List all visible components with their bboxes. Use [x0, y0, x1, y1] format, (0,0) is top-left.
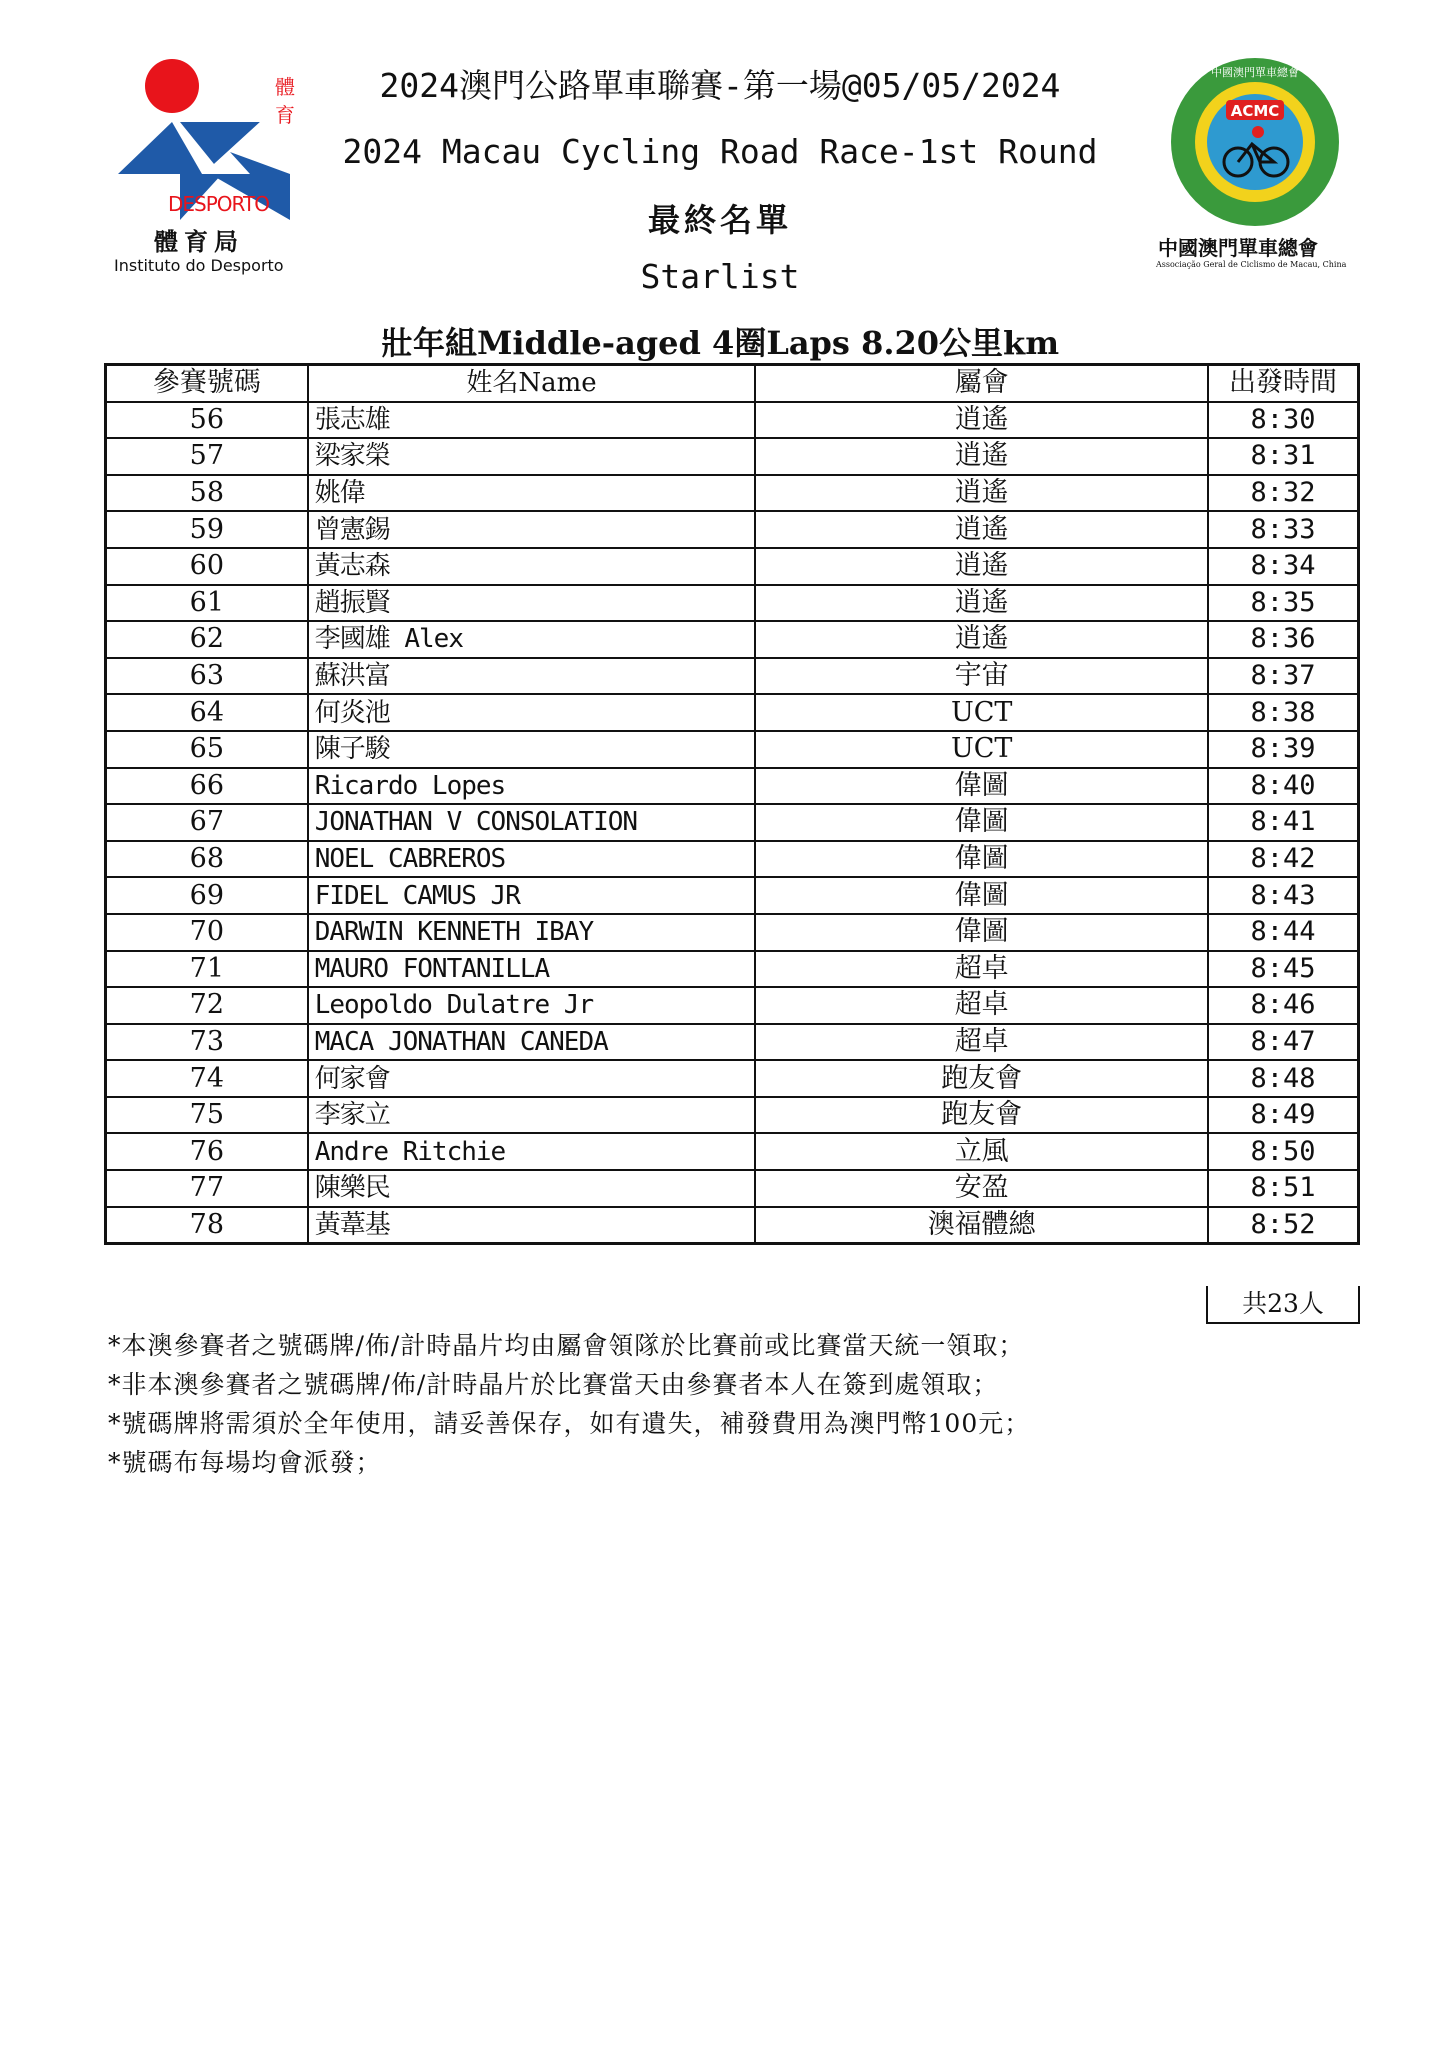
bib-number: 69	[106, 877, 308, 914]
table-row	[106, 731, 1359, 768]
rider-name: MACA JONATHAN CANEDA	[308, 1024, 756, 1061]
start-time: 8:40	[1208, 768, 1358, 805]
table-row	[106, 1207, 1359, 1244]
title-zh: 2024澳門公路單車聯賽-第一場@05/05/2024	[379, 66, 1061, 105]
document-header	[0, 0, 1448, 330]
rider-name: 趙振賢	[308, 585, 756, 622]
rider-club: 逍遙	[755, 585, 1208, 622]
rider-club: 逍遙	[755, 511, 1208, 548]
start-time: 8:39	[1208, 731, 1358, 768]
rider-club: 澳福體總	[755, 1207, 1208, 1244]
bib-number: 63	[106, 658, 308, 695]
table-row	[106, 1097, 1359, 1134]
rider-club: UCT	[755, 694, 1208, 731]
rider-club: 跑友會	[755, 1097, 1208, 1134]
acmc-logo	[1140, 52, 1370, 282]
start-time: 8:52	[1208, 1207, 1358, 1244]
note-line: *號碼牌將需須於全年使用，請妥善保存，如有遺失，補發費用為澳門幣100元；	[108, 1409, 1031, 1438]
table-row	[106, 768, 1359, 805]
desporto-logo	[110, 52, 310, 282]
rider-club: UCT	[755, 731, 1208, 768]
title-en: 2024 Macau Cycling Road Race-1st Round	[342, 132, 1098, 171]
table-row	[106, 914, 1359, 951]
table-row	[106, 987, 1359, 1024]
rider-name: 陳子駿	[308, 731, 756, 768]
rider-club: 逍遙	[755, 438, 1208, 475]
acmc-badge-text: ACMC	[1230, 102, 1280, 120]
start-time: 8:45	[1208, 951, 1358, 988]
table-row	[106, 511, 1359, 548]
bib-number: 73	[106, 1024, 308, 1061]
bib-number: 57	[106, 438, 308, 475]
rider-club: 偉圖	[755, 914, 1208, 951]
start-time: 8:44	[1208, 914, 1358, 951]
desporto-org-pt: Instituto do Desporto	[114, 256, 284, 275]
table-row	[106, 1133, 1359, 1170]
bib-number: 72	[106, 987, 308, 1024]
rider-name: 黃志森	[308, 548, 756, 585]
rider-club: 超卓	[755, 951, 1208, 988]
rider-club: 立風	[755, 1133, 1208, 1170]
start-time: 8:41	[1208, 804, 1358, 841]
start-time: 8:37	[1208, 658, 1358, 695]
table-row	[106, 1170, 1359, 1207]
rider-name: FIDEL CAMUS JR	[308, 877, 756, 914]
start-time: 8:31	[1208, 438, 1358, 475]
table-row	[106, 621, 1359, 658]
desporto-org-zh: 體育局	[154, 228, 244, 256]
rider-club: 逍遙	[755, 548, 1208, 585]
header-club: 屬會	[755, 365, 1208, 402]
table-row	[106, 548, 1359, 585]
bib-number: 64	[106, 694, 308, 731]
rider-club: 宇宙	[755, 658, 1208, 695]
rider-name: Ricardo Lopes	[308, 768, 756, 805]
rider-name: 黃葦基	[308, 1207, 756, 1244]
header-start-time: 出發時間	[1208, 365, 1358, 402]
start-time: 8:51	[1208, 1170, 1358, 1207]
header-name: 姓名Name	[308, 365, 756, 402]
bib-number: 62	[106, 621, 308, 658]
desporto-brand-text: DESPORTO	[168, 192, 269, 216]
bib-number: 71	[106, 951, 308, 988]
table-row	[106, 841, 1359, 878]
participant-total: 共23人	[1206, 1286, 1360, 1324]
start-time: 8:33	[1208, 511, 1358, 548]
start-time: 8:30	[1208, 402, 1358, 439]
rider-name: 張志雄	[308, 402, 756, 439]
rider-club: 超卓	[755, 1024, 1208, 1061]
rider-club: 偉圖	[755, 841, 1208, 878]
rider-club: 逍遙	[755, 402, 1208, 439]
table-row	[106, 402, 1359, 439]
start-time: 8:35	[1208, 585, 1358, 622]
table-row	[106, 877, 1359, 914]
rider-name: 蘇洪富	[308, 658, 756, 695]
start-time: 8:46	[1208, 987, 1358, 1024]
table-header-row	[106, 365, 1359, 402]
bib-number: 65	[106, 731, 308, 768]
rider-name: 何家會	[308, 1060, 756, 1097]
bib-number: 61	[106, 585, 308, 622]
rider-club: 安盈	[755, 1170, 1208, 1207]
start-time: 8:32	[1208, 475, 1358, 512]
rider-club: 逍遙	[755, 621, 1208, 658]
notes-section	[108, 1326, 1328, 1482]
rider-club: 跑友會	[755, 1060, 1208, 1097]
rider-name: DARWIN KENNETH IBAY	[308, 914, 756, 951]
note-line: *非本澳參賽者之號碼牌/佈/計時晶片於比賽當天由參賽者本人在簽到處領取；	[108, 1370, 999, 1399]
start-time: 8:36	[1208, 621, 1358, 658]
rider-name: NOEL CABREROS	[308, 841, 756, 878]
starlist-table	[104, 363, 1360, 1245]
rider-name: MAURO FONTANILLA	[308, 951, 756, 988]
table-row	[106, 585, 1359, 622]
header-bib-number: 參賽號碼	[106, 365, 308, 402]
table-row	[106, 951, 1359, 988]
bib-number: 77	[106, 1170, 308, 1207]
table-row	[106, 1060, 1359, 1097]
start-time: 8:49	[1208, 1097, 1358, 1134]
rider-name: 李家立	[308, 1097, 756, 1134]
rider-name: 姚偉	[308, 475, 756, 512]
acmc-ring-text: 中國澳門單車總會	[1211, 66, 1299, 79]
start-time: 8:47	[1208, 1024, 1358, 1061]
acmc-emblem-icon	[1140, 52, 1370, 232]
start-time: 8:34	[1208, 548, 1358, 585]
race-category: 壯年組Middle-aged 4圈Laps 8.20公里km	[380, 324, 1060, 362]
bib-number: 70	[106, 914, 308, 951]
rider-name: Leopoldo Dulatre Jr	[308, 987, 756, 1024]
start-time: 8:42	[1208, 841, 1358, 878]
rider-name: JONATHAN V CONSOLATION	[308, 804, 756, 841]
bib-number: 68	[106, 841, 308, 878]
bib-number: 75	[106, 1097, 308, 1134]
rider-club: 逍遙	[755, 475, 1208, 512]
note-line: *號碼布每場均會派發；	[108, 1448, 382, 1477]
rider-name: Andre Ritchie	[308, 1133, 756, 1170]
bib-number: 59	[106, 511, 308, 548]
rider-name: 曾憲錫	[308, 511, 756, 548]
bib-number: 60	[106, 548, 308, 585]
bib-number: 56	[106, 402, 308, 439]
acmc-org-pt: Associação Geral de Ciclismo de Macau, China	[1156, 260, 1347, 269]
rider-club: 偉圖	[755, 877, 1208, 914]
rider-name: 陳樂民	[308, 1170, 756, 1207]
table-row	[106, 804, 1359, 841]
bib-number: 76	[106, 1133, 308, 1170]
bib-number: 78	[106, 1207, 308, 1244]
table-row	[106, 438, 1359, 475]
desporto-vertical-text-1: 體	[275, 75, 295, 99]
rider-club: 偉圖	[755, 768, 1208, 805]
bib-number: 58	[106, 475, 308, 512]
bib-number: 67	[106, 804, 308, 841]
rider-name: 何炎池	[308, 694, 756, 731]
start-time: 8:43	[1208, 877, 1358, 914]
rider-club: 超卓	[755, 987, 1208, 1024]
start-time: 8:50	[1208, 1133, 1358, 1170]
rider-club: 偉圖	[755, 804, 1208, 841]
acmc-org-zh: 中國澳門單車總會	[1158, 236, 1318, 260]
table-body	[106, 402, 1359, 1244]
rider-name: 梁家榮	[308, 438, 756, 475]
title-final-list: 最終名單	[647, 201, 792, 239]
start-time: 8:48	[1208, 1060, 1358, 1097]
table-row	[106, 658, 1359, 695]
start-time: 8:38	[1208, 694, 1358, 731]
desporto-vertical-text-2: 育	[275, 103, 295, 127]
table-row	[106, 475, 1359, 512]
table-row	[106, 1024, 1359, 1061]
note-line: *本澳參賽者之號碼牌/佈/計時晶片均由屬會領隊於比賽前或比賽當天統一領取；	[108, 1331, 1025, 1360]
title-starlist: Starlist	[640, 257, 800, 296]
rider-name: 李國雄 Alex	[308, 621, 756, 658]
table-row	[106, 694, 1359, 731]
bib-number: 66	[106, 768, 308, 805]
bib-number: 74	[106, 1060, 308, 1097]
